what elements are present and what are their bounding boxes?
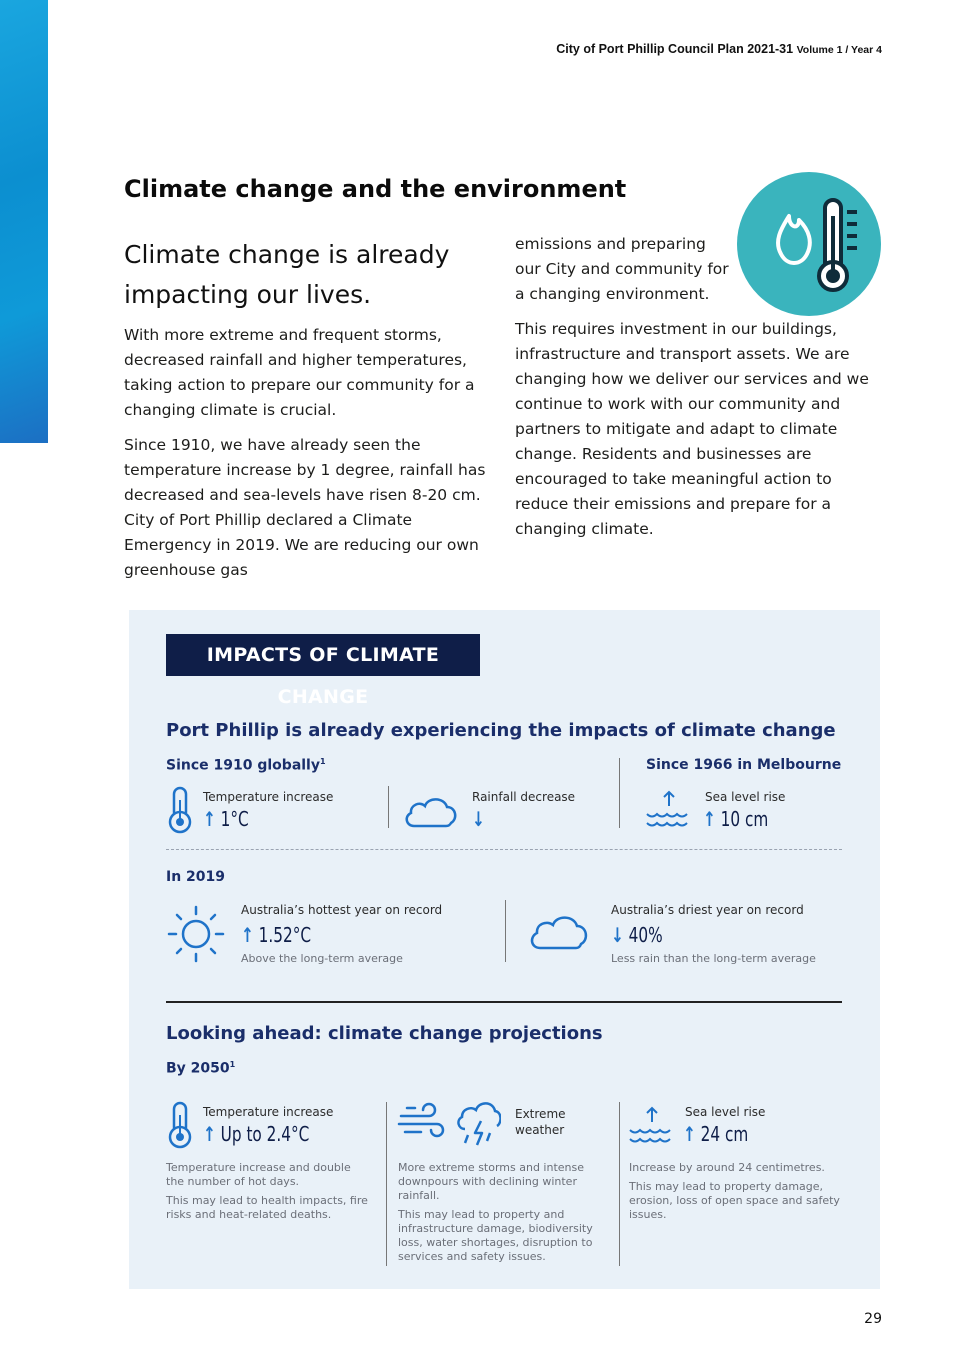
cloud-icon (527, 912, 591, 952)
since-1910-heading (166, 757, 326, 774)
up-arrow-icon: ↑ (703, 807, 716, 831)
thermometer-icon (166, 1101, 194, 1149)
extreme-note-1: More extreme storms and intense downpours with declining winter rainfall. (398, 1161, 585, 1202)
sea-level-icon (645, 790, 693, 830)
proj-sea-note-2: This may lead to property damage, erosion, loss of open space and safety issues. (629, 1180, 840, 1221)
rain-arrow (472, 807, 485, 831)
divider (388, 786, 389, 828)
document-header (556, 42, 882, 56)
driest-label: Australia’s driest year on record (611, 903, 804, 917)
left-column (124, 235, 489, 593)
driest-value (611, 923, 663, 947)
hottest-label: Australia’s hottest year on record (241, 903, 443, 917)
since-1910-text: Since 1910 globally (166, 757, 320, 774)
temp-value (203, 807, 249, 831)
sea-label: Sea level rise (705, 790, 786, 804)
proj-temp-note-2: This may lead to health impacts, fire risks and heat-related deaths. (166, 1194, 368, 1221)
infographic-ribbon: IMPACTS OF CLIMATE CHANGE (166, 634, 480, 676)
driest-value-text: 40% (628, 923, 663, 947)
up-arrow-icon: ↑ (203, 1122, 216, 1146)
dashed-divider (166, 849, 842, 850)
proj-sea-label: Sea level rise (685, 1105, 766, 1119)
divider (619, 1102, 620, 1266)
footnote-mark: 1 (229, 1060, 236, 1069)
divider (386, 1102, 387, 1266)
up-arrow-icon: ↑ (203, 807, 216, 831)
header-volume: Volume 1 / Year 4 (796, 44, 882, 56)
footnote-mark: 1 (320, 757, 326, 766)
up-arrow-icon: ↑ (683, 1122, 696, 1146)
proj-temp-value (203, 1122, 309, 1146)
paragraph-3: emissions and preparing our City and community for a changing environment. (515, 235, 729, 303)
sun-icon (166, 904, 226, 964)
proj-temp-label: Temperature increase (203, 1105, 334, 1119)
hottest-value (241, 923, 311, 947)
by-2050-text: By 2050 (166, 1060, 230, 1077)
sea-value-text: 10 cm (720, 807, 769, 831)
storm-cloud-icon (455, 1099, 501, 1149)
side-color-band (0, 0, 48, 443)
divider (505, 900, 506, 962)
proj-temp-note-1: Temperature increase and double the number of hot days. (166, 1161, 351, 1188)
paragraph-1: With more extreme and frequent storms, decreased rainfall and higher temperatures, taking action to prepare our community for a changing climate is crucial. (124, 326, 475, 419)
proj-sea-value (683, 1122, 748, 1146)
rain-label: Rainfall decrease (472, 790, 576, 804)
infographic-panel (129, 610, 880, 1289)
sea-value (703, 807, 768, 831)
temp-value-text: 1°C (220, 807, 249, 831)
page-title: Climate change and the environment (124, 175, 627, 203)
driest-note: Less rain than the long-term average (611, 952, 816, 965)
by-2050-heading (166, 1060, 235, 1077)
hottest-note: Above the long-term average (241, 952, 403, 965)
proj-sea-note-1: Increase by around 24 centimetres. (629, 1161, 825, 1174)
proj-sea-value-text: 24 cm (700, 1122, 749, 1146)
extreme-label: Extreme weather (515, 1107, 566, 1137)
hottest-value-text: 1.52°C (258, 923, 312, 947)
page-number: 29 (864, 1311, 882, 1327)
divider (619, 758, 620, 828)
up-arrow-icon: ↑ (241, 923, 254, 947)
in-2019-heading: In 2019 (166, 869, 226, 885)
extreme-note-2: This may lead to property and infrastructure damage, biodiversity loss, water shortages, disruption to services and safety issues. (398, 1208, 593, 1263)
lead-text: Climate change is already impacting our lives. (124, 240, 450, 309)
sea-level-icon (628, 1106, 676, 1146)
paragraph-2: Since 1910, we have already seen the temperature increase by 1 degree, rainfall has decreased and sea-levels have risen 8-20 cm. City of Port Phillip declared a Climate Emergency in 2019. We are reducing our own greenhouse gas (124, 436, 486, 579)
since-1966-heading: Since 1966 in Melbourne (646, 757, 842, 773)
thermometer-icon (166, 786, 194, 834)
right-column (515, 232, 885, 552)
proj-temp-value-text: Up to 2.4°C (220, 1122, 310, 1146)
down-arrow-icon: ↓ (472, 807, 485, 831)
wind-icon (397, 1102, 447, 1142)
solid-divider (166, 1001, 842, 1003)
down-arrow-icon: ↓ (611, 923, 624, 947)
section-heading-current: Port Phillip is already experiencing the impacts of climate change (166, 720, 836, 741)
header-title: City of Port Phillip Council Plan 2021-31 (556, 42, 794, 56)
section-heading-projections: Looking ahead: climate change projections (166, 1023, 603, 1044)
cloud-icon (402, 794, 460, 830)
temp-label: Temperature increase (203, 790, 334, 804)
paragraph-4: This requires investment in our buildings, infrastructure and transport assets. We are changing how we deliver our services and we continue to work with our community and partners to mitigate and adapt to climate change. Residents and businesses are encouraged to take meaningful action to reduce their emissions and prepare for a changing climate. (515, 320, 869, 538)
